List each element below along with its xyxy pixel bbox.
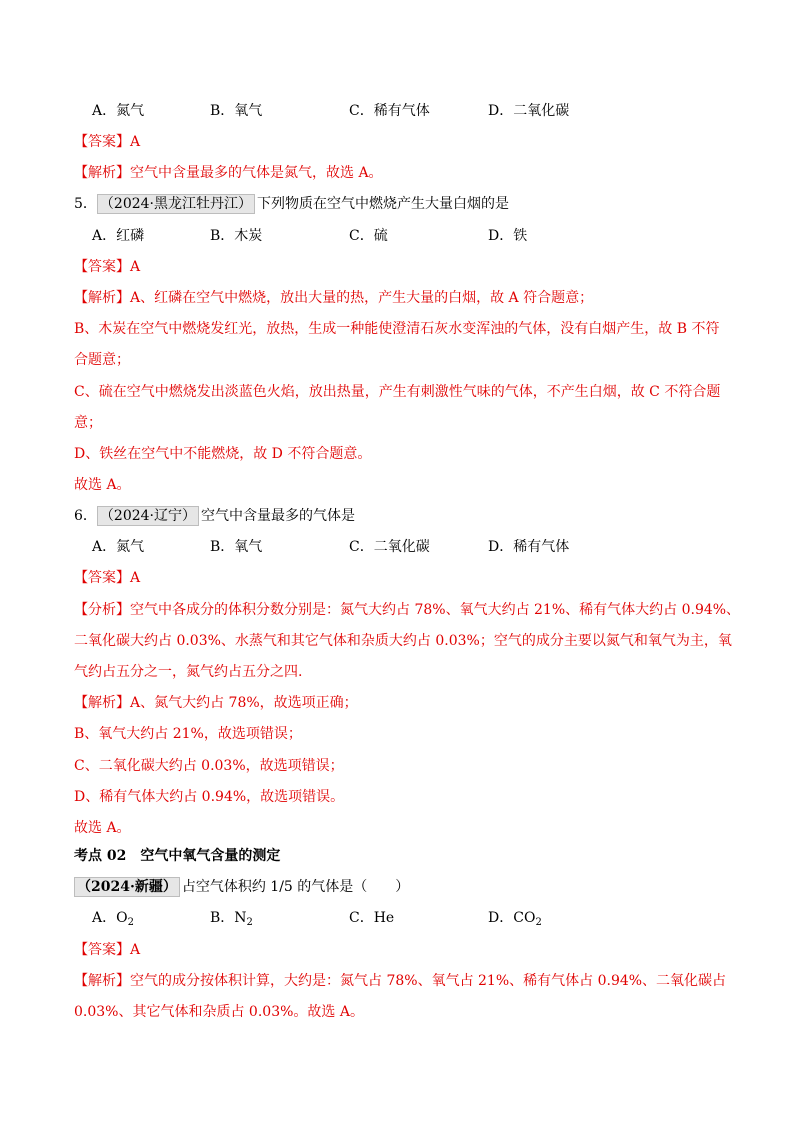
q5-option-b: B．木炭 bbox=[210, 228, 263, 244]
q5-option-c: C．硫 bbox=[349, 228, 388, 244]
q5-analysis-line: 意； bbox=[74, 415, 102, 431]
option-label: C． bbox=[349, 910, 374, 926]
q6-analysis-line: B、氧气大约占 21%，故选项错误； bbox=[74, 726, 302, 742]
q7-stem-line bbox=[74, 877, 409, 897]
formula-subscript: 2 bbox=[246, 917, 253, 928]
q4-answer: 【答案】A bbox=[74, 134, 141, 150]
q6-stem: 空气中含量最多的气体是 bbox=[201, 508, 356, 524]
q4-option-b: B．氧气 bbox=[210, 103, 263, 119]
q6-fenxi-line: 气约占五分之一，氮气约占五分之四. bbox=[74, 664, 303, 680]
formula-subscript: 2 bbox=[535, 917, 542, 928]
q5-source-tag: （2024·黑龙江牡丹江） bbox=[97, 194, 255, 214]
option-label: D． bbox=[488, 910, 514, 926]
q4-option-d: D．二氧化碳 bbox=[488, 103, 570, 119]
q6-answer: 【答案】A bbox=[74, 570, 141, 586]
formula-base: He bbox=[373, 910, 395, 926]
q5-analysis-line: 合题意； bbox=[74, 352, 130, 368]
q6-number: 6． bbox=[74, 508, 97, 524]
q5-option-a: A．红磷 bbox=[92, 228, 145, 244]
q7-stem: 占空气体积约 1/5 的气体是（ ） bbox=[181, 879, 410, 895]
q7-option-b bbox=[210, 908, 253, 928]
q7-option-c bbox=[349, 908, 394, 928]
q5-analysis-line: 【解析】A、红磷在空气中燃烧，放出大量的热，产生大量的白烟，故 A 符合题意； bbox=[74, 290, 594, 306]
q5-number: 5． bbox=[74, 196, 97, 212]
q6-option-d: D．稀有气体 bbox=[488, 539, 570, 555]
q6-stem-line bbox=[74, 506, 355, 526]
q6-conclusion: 故选 A。 bbox=[74, 820, 131, 836]
q4-analysis: 【解析】空气中含量最多的气体是氮气，故选 A。 bbox=[74, 165, 383, 181]
q7-analysis-line: 【解析】空气的成分按体积计算，大约是：氮气占 78%、氧气占 21%、稀有气体占 0.94%、二氧化碳占 bbox=[74, 973, 727, 989]
q7-analysis-line: 0.03%、其它气体和杂质占 0.03%。故选 A。 bbox=[74, 1004, 364, 1020]
formula-base: N bbox=[234, 910, 247, 926]
formula-base: O bbox=[116, 910, 128, 926]
formula-base: CO bbox=[513, 910, 536, 926]
q6-fenxi-line: 【分析】空气中各成分的体积分数分别是：氮气大约占 78%、氧气大约占 21%、稀有气体大约占 0.94%、 bbox=[74, 602, 741, 618]
option-label: A． bbox=[92, 910, 117, 926]
formula-subscript: 2 bbox=[127, 917, 134, 928]
q6-option-b: B．氧气 bbox=[210, 539, 263, 555]
q7-option-d bbox=[488, 908, 542, 928]
q4-option-a: A．氮气 bbox=[92, 103, 145, 119]
q6-analysis-line: D、稀有气体大约占 0.94%，故选项错误。 bbox=[74, 789, 345, 805]
q6-analysis-line: 【解析】A、氮气大约占 78%，故选项正确； bbox=[74, 695, 358, 711]
q5-analysis-line: D、铁丝在空气中不能燃烧，故 D 不符合题意。 bbox=[74, 446, 372, 462]
q7-source-tag: （2024·新疆） bbox=[74, 877, 180, 897]
q6-option-c: C．二氧化碳 bbox=[349, 539, 430, 555]
q6-fenxi-line: 二氧化碳大约占 0.03%、水蒸气和其它气体和杂质大约占 0.03%；空气的成分主要以氮气和氧气为主，氧 bbox=[74, 633, 732, 649]
q7-answer: 【答案】A bbox=[74, 942, 141, 958]
q5-option-d: D．铁 bbox=[488, 228, 528, 244]
q5-stem: 下列物质在空气中燃烧产生大量白烟的是 bbox=[257, 196, 510, 212]
section-heading: 考点 02 空气中氧气含量的测定 bbox=[74, 848, 281, 864]
q5-analysis-line: B、木炭在空气中燃烧发红光，放热，生成一种能使澄清石灰水变浑浊的气体，没有白烟产生，故 B 不符 bbox=[74, 321, 720, 337]
q4-option-c: C．稀有气体 bbox=[349, 103, 430, 119]
q6-analysis-line: C、二氧化碳大约占 0.03%，故选项错误； bbox=[74, 758, 344, 774]
q5-answer: 【答案】A bbox=[74, 259, 141, 275]
q5-analysis-line: C、硫在空气中燃烧发出淡蓝色火焰，放出热量，产生有刺激性气味的气体，不产生白烟，故 C 不符合题 bbox=[74, 384, 721, 400]
q6-option-a: A．氮气 bbox=[92, 539, 145, 555]
q5-conclusion: 故选 A。 bbox=[74, 477, 131, 493]
q6-source-tag: （2024·辽宁） bbox=[97, 506, 199, 526]
q7-option-a bbox=[92, 908, 134, 928]
option-label: B． bbox=[210, 910, 235, 926]
q5-stem-line bbox=[74, 194, 509, 214]
